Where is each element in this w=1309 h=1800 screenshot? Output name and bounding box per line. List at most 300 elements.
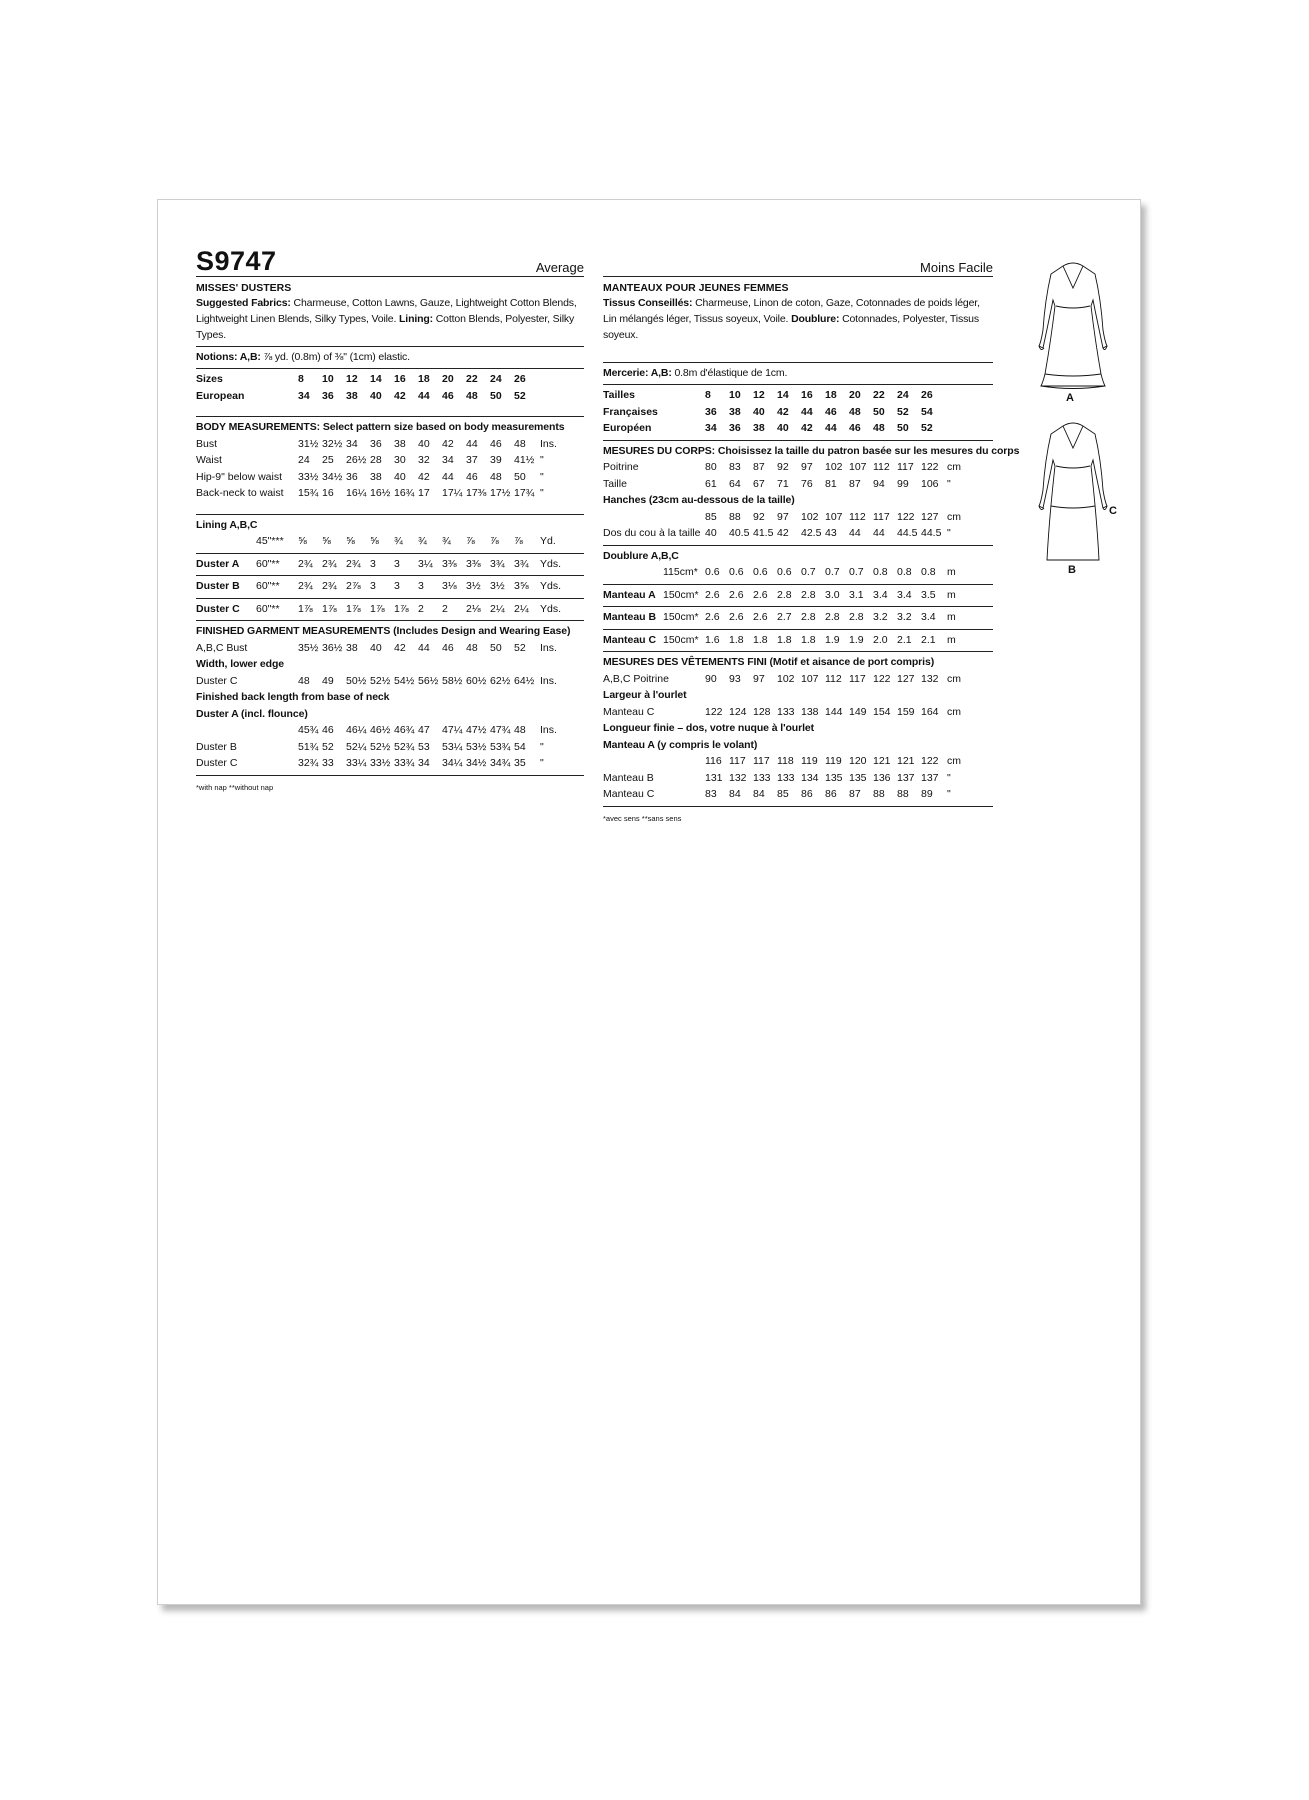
footnote: *avec sens **sans sens xyxy=(603,813,682,823)
row-label: Duster C xyxy=(196,674,238,687)
row-label: Manteau C xyxy=(603,705,655,718)
row-value: 84 xyxy=(753,788,765,800)
row-value: 52 xyxy=(897,405,909,418)
row-label: Poitrine xyxy=(603,461,639,473)
row-value: 40 xyxy=(418,437,430,450)
row-value: 53 xyxy=(418,740,430,753)
row-value: 71 xyxy=(777,477,789,490)
row-value: 87 xyxy=(849,788,861,800)
row-value: 1.8 xyxy=(777,633,792,646)
row-value: 17⅜ xyxy=(466,487,487,499)
row-value: 102 xyxy=(825,461,843,473)
row-value: 122 xyxy=(705,705,723,718)
row-value: 61 xyxy=(705,477,717,490)
row-value: 28 xyxy=(370,454,382,466)
garment-title: MANTEAUX POUR JEUNES FEMMES xyxy=(603,282,789,294)
dress-sketches xyxy=(1023,260,1123,570)
size-row xyxy=(196,388,584,405)
row-unit: " xyxy=(947,527,951,539)
row-value: 0.8 xyxy=(897,566,912,578)
row-value: 2 xyxy=(418,602,424,615)
row-value: 39 xyxy=(490,454,502,466)
row-value: 52 xyxy=(514,389,526,402)
row-value: 41.5 xyxy=(753,527,774,539)
row-value: 44.5 xyxy=(897,527,918,539)
row-value: 33 xyxy=(322,757,334,769)
notions-label: Mercerie: A,B: xyxy=(603,367,672,379)
row-value: 50 xyxy=(873,405,885,418)
row-value: 86 xyxy=(825,788,837,800)
row-value: 1⅞ xyxy=(394,602,409,615)
row-value: 2¾ xyxy=(298,557,313,570)
row-value: 10 xyxy=(322,373,334,385)
size-table xyxy=(603,384,993,437)
view-a-label: A xyxy=(1066,392,1074,404)
row-value: 48 xyxy=(514,437,526,450)
measurement-row xyxy=(603,671,993,688)
row-value: ⅞ xyxy=(490,535,499,547)
measurement-row xyxy=(196,436,584,453)
fabrics-text: Charmeuse, Linon de coton, Gaze, Cotonnades de poids léger, Lin mélangés léger, Tissus soyeux, Voile. xyxy=(603,297,980,325)
row-value: 38 xyxy=(729,405,741,418)
row-value: 3½ xyxy=(466,580,481,592)
row-value: 12 xyxy=(346,373,358,385)
measurement-row xyxy=(196,485,584,502)
row-value: 34½ xyxy=(322,470,343,483)
row-unit: Yds. xyxy=(540,557,562,570)
row-value: 1.9 xyxy=(825,633,840,646)
row-value: 67 xyxy=(753,477,765,490)
row-value: 1.8 xyxy=(801,633,816,646)
row-value: 128 xyxy=(753,705,771,718)
lining-row xyxy=(196,578,584,595)
row-label: Duster C xyxy=(196,602,240,615)
width-label: Largeur à l'ourlet xyxy=(603,689,687,701)
row-value: 92 xyxy=(753,510,765,523)
french-column xyxy=(603,244,1020,823)
row-unit: " xyxy=(540,487,544,499)
row-value: 1.8 xyxy=(753,633,768,646)
lining-row xyxy=(603,587,993,604)
row-value: 138 xyxy=(801,705,819,718)
row-value: 89 xyxy=(921,788,933,800)
row-value: 8 xyxy=(298,373,304,385)
row-value: 47½ xyxy=(466,724,487,736)
fabrics-paragraph xyxy=(196,295,584,343)
row-value: 3¾ xyxy=(514,557,529,570)
row-value: 41½ xyxy=(514,454,535,466)
row-value: 137 xyxy=(921,771,939,784)
row-value: ⅝ xyxy=(346,535,355,547)
row-unit: Ins. xyxy=(540,724,557,736)
row-value: 18 xyxy=(418,373,430,385)
row-value: 117 xyxy=(897,461,914,473)
row-label: Duster B xyxy=(196,580,240,592)
row-value: 2.8 xyxy=(825,611,840,623)
row-value: 48 xyxy=(514,724,526,736)
row-value: ⅞ xyxy=(466,535,475,547)
row-value: 48 xyxy=(298,674,310,687)
row-value: 2 xyxy=(442,602,448,615)
row-label: Sizes xyxy=(196,373,223,385)
row-value: 131 xyxy=(705,771,723,784)
row-label: Manteau C xyxy=(603,633,657,646)
row-value: 52½ xyxy=(370,674,391,687)
view-b-c-sketch xyxy=(1039,423,1107,560)
row-value: 60½ xyxy=(466,674,487,687)
row-value: 2¾ xyxy=(346,557,361,570)
english-column xyxy=(196,244,584,792)
row-value: 1⅞ xyxy=(370,602,385,615)
row-value: 36 xyxy=(346,470,358,483)
row-value: 133 xyxy=(753,771,771,784)
row-value: 56½ xyxy=(418,674,439,687)
lining-row xyxy=(196,533,584,550)
fabrics-text: Charmeuse, Cotton Lawns, Gauze, Lightweight Cotton Blends, Lightweight Linen Blends, Silky Types, Voile. xyxy=(196,297,577,325)
row-value: 107 xyxy=(849,461,867,473)
row-value: 122 xyxy=(897,510,915,523)
row-value: 2.6 xyxy=(705,611,720,623)
duster-a-label: Duster A (incl. flounce) xyxy=(196,707,308,720)
row-value: 107 xyxy=(801,672,819,685)
row-value: 50 xyxy=(490,389,502,402)
row-value: 54 xyxy=(514,740,526,753)
row-label: Françaises xyxy=(603,405,658,418)
row-value: 35 xyxy=(514,757,526,769)
row-value: 122 xyxy=(921,461,939,473)
row-value: 2⅞ xyxy=(346,580,361,592)
lining-text: Cotton Blends, Polyester, Silky Types. xyxy=(196,313,575,341)
row-value: 0.8 xyxy=(921,566,936,578)
lining-table xyxy=(196,514,584,550)
row-value: 64½ xyxy=(514,674,535,687)
fabrics-label: Suggested Fabrics: xyxy=(196,297,291,309)
row-value: 32½ xyxy=(322,437,343,450)
row-unit: m xyxy=(947,566,956,578)
row-value: 33½ xyxy=(370,757,391,769)
row-value: 16 xyxy=(801,389,813,401)
row-label: Manteau B xyxy=(603,771,654,784)
row-value: 24 xyxy=(897,389,909,401)
row-value: 36 xyxy=(705,405,717,418)
row-value: 44 xyxy=(466,437,478,450)
body-measurements xyxy=(603,440,1020,542)
row-value: ¾ xyxy=(394,535,403,547)
english-header xyxy=(196,244,584,277)
row-value: 1⅞ xyxy=(322,602,337,615)
row-value: 3.0 xyxy=(825,588,840,601)
row-value: 33¾ xyxy=(394,757,415,769)
row-value: 119 xyxy=(801,755,818,767)
lining-title: Lining A,B,C xyxy=(196,518,258,531)
row-width: 45"*** xyxy=(256,535,284,547)
pattern-sheet xyxy=(157,199,1141,1605)
size-row xyxy=(603,404,993,421)
row-unit: cm xyxy=(947,672,961,685)
row-value: 2.0 xyxy=(873,633,888,646)
row-value: 42 xyxy=(418,470,430,483)
row-value: 46 xyxy=(466,470,478,483)
row-value: 14 xyxy=(777,389,789,401)
row-value: 164 xyxy=(921,705,939,718)
row-value: 36 xyxy=(729,422,741,434)
measurement-row xyxy=(603,753,993,770)
row-value: 3.5 xyxy=(921,588,936,601)
duster-a-label: Manteau A (y compris le volant) xyxy=(603,738,758,751)
row-value: 102 xyxy=(777,672,795,685)
row-label: Duster B xyxy=(196,740,237,753)
row-value: 12 xyxy=(753,389,765,401)
lining-row xyxy=(196,556,584,573)
row-value: 88 xyxy=(873,788,885,800)
row-value: 38 xyxy=(370,470,382,483)
row-value: 20 xyxy=(849,389,861,401)
row-label: Duster A xyxy=(196,557,240,570)
row-value: 40 xyxy=(370,389,382,402)
row-value: 38 xyxy=(346,389,358,402)
row-label: Manteau C xyxy=(603,788,655,800)
row-value: 90 xyxy=(705,672,717,685)
size-row xyxy=(603,387,993,404)
row-value: 1.6 xyxy=(705,633,720,646)
row-value: 24 xyxy=(490,373,502,385)
row-value: 1⅞ xyxy=(298,602,313,615)
row-value: 3½ xyxy=(490,580,505,592)
row-value: 99 xyxy=(897,477,909,490)
size-row xyxy=(603,420,993,437)
row-value: 44 xyxy=(442,470,454,483)
row-value: 137 xyxy=(897,771,915,784)
row-value: 133 xyxy=(777,705,795,718)
measurement-row xyxy=(603,704,993,721)
row-value: 2¼ xyxy=(514,602,529,615)
row-value: 120 xyxy=(849,755,867,767)
row-value: 3⅛ xyxy=(442,580,457,592)
row-value: 2.7 xyxy=(777,611,792,623)
row-value: 87 xyxy=(849,477,861,490)
row-value: 124 xyxy=(729,705,747,718)
row-label: A,B,C Poitrine xyxy=(603,672,669,685)
row-value: 26½ xyxy=(346,454,367,466)
row-value: ⅝ xyxy=(370,535,379,547)
row-value: 14 xyxy=(370,373,382,385)
row-value: 17½ xyxy=(490,487,511,499)
width-label: Width, lower edge xyxy=(196,658,285,670)
row-unit: m xyxy=(947,588,956,601)
row-value: 135 xyxy=(825,771,843,784)
row-value: 44 xyxy=(873,527,885,539)
row-unit: " xyxy=(540,740,544,753)
row-unit: " xyxy=(540,470,544,483)
row-value: 2.8 xyxy=(849,611,864,623)
row-value: 149 xyxy=(849,705,867,718)
row-value: 1.8 xyxy=(729,633,744,646)
row-value: 132 xyxy=(729,771,747,784)
footnote: *with nap **without nap xyxy=(196,782,274,792)
lining-row xyxy=(196,601,584,618)
row-value: 3.1 xyxy=(849,588,864,601)
row-value: 2.1 xyxy=(921,633,936,646)
row-value: 46¼ xyxy=(346,724,367,736)
row-value: 3 xyxy=(370,557,376,570)
row-value: ¾ xyxy=(418,535,427,547)
length-label: Longueur finie – dos, votre nuque à l'ourlet xyxy=(603,722,815,734)
body-measurements-title: BODY MEASUREMENTS: Select pattern size based on body measurements xyxy=(196,421,565,433)
row-label: Back-neck to waist xyxy=(196,487,284,499)
row-unit: cm xyxy=(947,705,961,718)
row-value: 3.4 xyxy=(897,588,912,601)
row-value: 144 xyxy=(825,705,843,718)
measurement-row xyxy=(196,673,584,690)
row-label: Waist xyxy=(196,454,222,466)
row-value: 2.8 xyxy=(801,611,816,623)
row-label: Hip-9" below waist xyxy=(196,470,283,483)
row-value: 0.6 xyxy=(705,566,720,578)
row-unit: m xyxy=(947,611,956,623)
row-value: 44 xyxy=(418,389,430,402)
row-value: 2¾ xyxy=(322,557,337,570)
difficulty-level: Average xyxy=(535,260,584,275)
row-value: 42 xyxy=(777,527,789,539)
row-value: 46¾ xyxy=(394,724,415,736)
row-value: 106 xyxy=(921,477,939,490)
body-measurements xyxy=(196,416,584,502)
row-unit: Ins. xyxy=(540,437,557,450)
row-value: 2.8 xyxy=(777,588,792,601)
row-value: 40 xyxy=(370,641,382,654)
row-value: 24 xyxy=(298,454,310,466)
row-value: 2¾ xyxy=(322,580,337,592)
row-value: 42 xyxy=(442,437,454,450)
row-value: 32 xyxy=(418,454,430,466)
lining-label: Doublure: xyxy=(791,313,840,325)
row-value: 0.6 xyxy=(777,566,792,578)
row-value: 16½ xyxy=(370,487,391,499)
notions-text: ⅞ yd. (0.8m) of ⅜" (1cm) elastic. xyxy=(260,351,410,363)
row-label: Duster C xyxy=(196,757,238,769)
row-value: 112 xyxy=(849,510,866,523)
row-value: 3.2 xyxy=(897,611,912,623)
row-value: 134 xyxy=(801,771,819,784)
row-value: 122 xyxy=(873,672,891,685)
row-unit: cm xyxy=(947,510,961,523)
row-value: 26 xyxy=(921,389,933,401)
fabrics-paragraph xyxy=(603,295,993,343)
row-unit: Yd. xyxy=(540,535,556,547)
row-value: 159 xyxy=(897,705,915,718)
row-value: 2.6 xyxy=(753,588,768,601)
row-value: 34 xyxy=(442,454,454,466)
row-value: 50 xyxy=(514,470,526,483)
row-value: 34 xyxy=(418,757,430,769)
row-label: Bust xyxy=(196,437,218,450)
row-value: 42 xyxy=(394,641,406,654)
row-value: 0.7 xyxy=(801,566,816,578)
row-value: 52½ xyxy=(370,740,391,753)
row-value: 58½ xyxy=(442,674,463,687)
row-value: 119 xyxy=(825,755,842,767)
row-value: 46 xyxy=(442,641,454,654)
row-value: 47 xyxy=(418,724,430,736)
row-value: 117 xyxy=(753,755,770,767)
row-value: 16 xyxy=(394,373,406,385)
row-value: 52 xyxy=(514,641,526,654)
row-value: ¾ xyxy=(442,535,451,547)
row-value: 107 xyxy=(825,510,843,523)
measurement-row xyxy=(196,739,584,756)
row-value: 52 xyxy=(921,422,933,434)
row-value: 45¾ xyxy=(298,724,319,736)
measurement-row xyxy=(603,509,993,526)
measurement-row xyxy=(196,722,584,739)
row-unit: " xyxy=(540,454,544,466)
row-width: 150cm* xyxy=(663,611,699,623)
row-value: 1⅞ xyxy=(346,602,361,615)
row-value: 46 xyxy=(849,422,861,434)
row-value: 85 xyxy=(777,788,789,800)
row-value: 2.6 xyxy=(753,611,768,623)
row-value: 112 xyxy=(825,672,842,685)
row-width: 150cm* xyxy=(663,588,699,601)
row-value: 34 xyxy=(346,437,358,450)
row-value: 0.7 xyxy=(849,566,864,578)
row-value: 37 xyxy=(466,454,478,466)
lining-row xyxy=(603,632,993,649)
row-value: 33¼ xyxy=(346,757,367,769)
row-unit: Ins. xyxy=(540,674,557,687)
row-value: 52¾ xyxy=(394,740,415,753)
row-value: 80 xyxy=(705,461,717,473)
row-unit: Ins. xyxy=(540,641,557,654)
row-value: 49 xyxy=(322,674,334,687)
measurement-row xyxy=(603,459,993,476)
row-value: 0.7 xyxy=(825,566,840,578)
row-value: 2¼ xyxy=(490,602,505,615)
row-value: 34¼ xyxy=(442,757,463,769)
row-value: 85 xyxy=(705,510,717,523)
row-value: 35½ xyxy=(298,641,319,654)
row-value: 46 xyxy=(322,724,334,736)
french-header xyxy=(603,244,993,277)
row-value: 22 xyxy=(873,389,885,401)
row-value: 3.2 xyxy=(873,611,888,623)
row-value: 46½ xyxy=(370,724,391,736)
row-value: 40.5 xyxy=(729,527,750,539)
row-value: 40 xyxy=(777,422,789,434)
row-value: 88 xyxy=(897,788,909,800)
row-label: European xyxy=(196,389,245,402)
row-label: Manteau A xyxy=(603,588,656,601)
lining-row xyxy=(603,609,993,626)
row-value: 42 xyxy=(777,405,789,418)
row-value: 25 xyxy=(322,454,334,466)
row-value: 116 xyxy=(705,755,722,767)
row-width: 60"** xyxy=(256,557,280,570)
row-value: 50 xyxy=(897,422,909,434)
row-value: 127 xyxy=(921,510,939,523)
row-value: 86 xyxy=(801,788,813,800)
row-value: 44 xyxy=(801,405,813,418)
row-value: 2.8 xyxy=(801,588,816,601)
row-value: 48 xyxy=(849,405,861,418)
measurement-row xyxy=(603,786,993,803)
row-value: 10 xyxy=(729,389,741,401)
size-table xyxy=(196,368,584,404)
lining-title: Doublure A,B,C xyxy=(603,549,679,562)
row-value: 54 xyxy=(921,405,933,418)
finished-measurements xyxy=(603,651,993,803)
row-value: 36½ xyxy=(322,641,343,654)
